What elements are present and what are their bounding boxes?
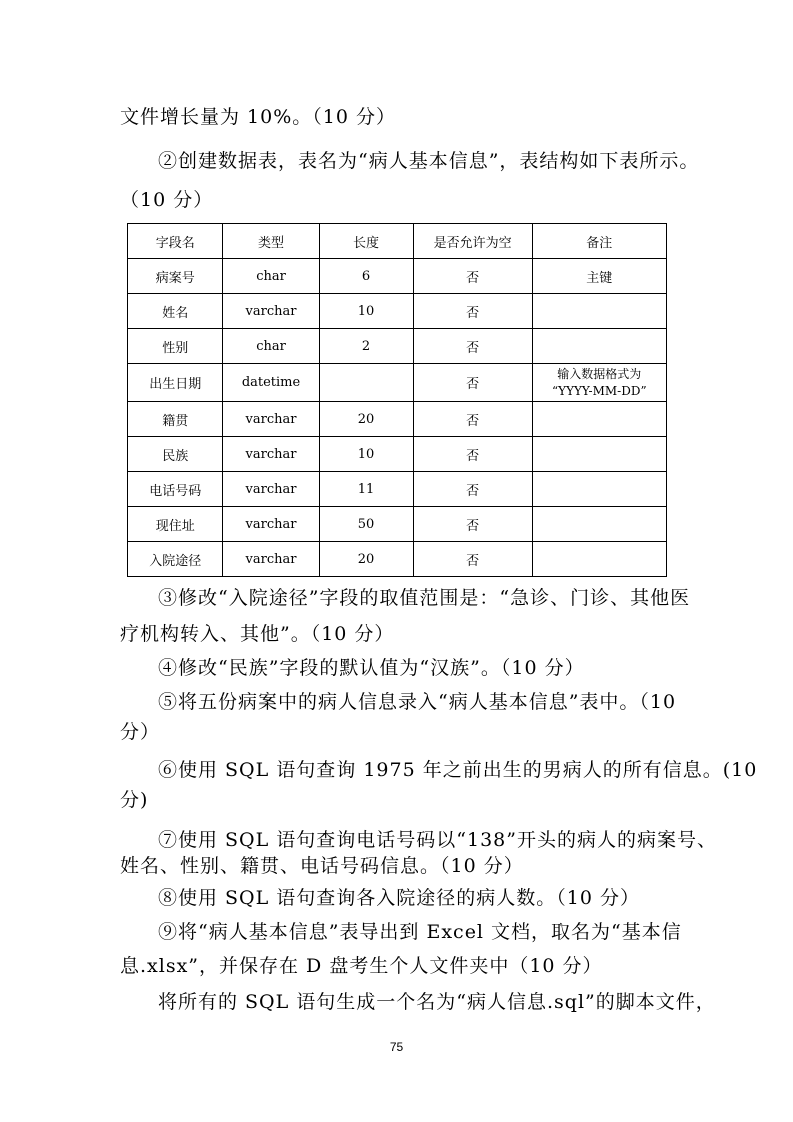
table-cell: 2	[319, 329, 413, 364]
table-cell	[532, 402, 666, 437]
table-cell: varchar	[223, 437, 319, 472]
header-cell: 类型	[223, 224, 319, 259]
table-cell: 否	[413, 507, 532, 542]
table-cell: 电话号码	[128, 472, 223, 507]
table-row	[128, 472, 667, 507]
header-cell: 长度	[319, 224, 413, 259]
table-row	[128, 329, 667, 364]
text-line: 疗机构转入、其他”。（10 分）	[120, 623, 395, 645]
text-line: （10 分）	[120, 189, 214, 211]
table-row	[128, 402, 667, 437]
table-cell	[532, 294, 666, 329]
table-row	[128, 259, 667, 294]
table-cell: char	[223, 329, 319, 364]
text-line: 姓名、性别、籍贯、电话号码信息。（10 分）	[120, 855, 524, 877]
table-cell	[532, 437, 666, 472]
table-cell: 否	[413, 402, 532, 437]
text-line: ⑧使用 SQL 语句查询各入院途径的病人数。（10 分）	[158, 887, 641, 909]
table-cell	[532, 507, 666, 542]
page-number: 75	[389, 1040, 404, 1054]
header-cell: 备注	[532, 224, 666, 259]
table-cell	[532, 472, 666, 507]
table-cell: 10	[319, 294, 413, 329]
text-line: 息.xlsx”，并保存在 D 盘考生个人文件夹中（10 分）	[120, 955, 603, 977]
table-cell: 入院途径	[128, 542, 223, 577]
table-cell: varchar	[223, 542, 319, 577]
table-cell: 20	[319, 542, 413, 577]
text-line: 分）	[120, 721, 161, 743]
text-line: 文件增长量为 10%。（10 分）	[120, 106, 396, 128]
table-row	[128, 507, 667, 542]
table-cell: datetime	[223, 364, 319, 402]
table-cell: 11	[319, 472, 413, 507]
table-cell	[532, 542, 666, 577]
table-cell-note: 输入数据格式为 “YYYY-MM-DD”	[532, 364, 666, 402]
header-cell: 字段名	[128, 224, 223, 259]
table-cell: 主键	[532, 259, 666, 294]
table-cell: 民族	[128, 437, 223, 472]
table-cell: 否	[413, 294, 532, 329]
table-cell: varchar	[223, 294, 319, 329]
table-cell: 否	[413, 437, 532, 472]
table-cell: varchar	[223, 507, 319, 542]
table-cell: 50	[319, 507, 413, 542]
table-cell: 姓名	[128, 294, 223, 329]
header-cell: 是否允许为空	[413, 224, 532, 259]
text-line: ⑨将“病人基本信息”表导出到 Excel 文档，取名为“基本信	[158, 921, 682, 943]
table-row	[128, 364, 667, 402]
table-cell: 性别	[128, 329, 223, 364]
table-cell: 病案号	[128, 259, 223, 294]
text-line: 分)	[120, 789, 149, 811]
text-line: ②创建数据表，表名为“病人基本信息”，表结构如下表所示。	[158, 150, 700, 172]
table-cell: 现住址	[128, 507, 223, 542]
table-cell: 20	[319, 402, 413, 437]
table-cell: 否	[413, 472, 532, 507]
table-cell: 否	[413, 542, 532, 577]
table-header-row	[128, 224, 667, 259]
table-cell: 籍贯	[128, 402, 223, 437]
table-cell: varchar	[223, 402, 319, 437]
table-cell: 否	[413, 364, 532, 402]
text-line: 将所有的 SQL 语句生成一个名为“病人信息.sql”的脚本文件，	[158, 991, 716, 1013]
text-line: ③修改“入院途径”字段的取值范围是：“急诊、门诊、其他医	[158, 587, 691, 609]
table-cell	[319, 364, 413, 402]
table-cell: 否	[413, 329, 532, 364]
table-cell	[532, 329, 666, 364]
table-cell: char	[223, 259, 319, 294]
table-cell: 6	[319, 259, 413, 294]
table-cell: 否	[413, 259, 532, 294]
table-row	[128, 437, 667, 472]
table-cell: 10	[319, 437, 413, 472]
text-line: ⑤将五份病案中的病人信息录入“病人基本信息”表中。（10	[158, 691, 677, 713]
table-row	[128, 294, 667, 329]
table-row	[128, 542, 667, 577]
text-line: ④修改“民族”字段的默认值为“汉族”。（10 分）	[158, 657, 585, 679]
text-line: ⑦使用 SQL 语句查询电话号码以“138”开头的病人的病案号、	[158, 829, 717, 851]
table-cell: 出生日期	[128, 364, 223, 402]
text-line: ⑥使用 SQL 语句查询 1975 年之前出生的男病人的所有信息。(10	[158, 759, 758, 781]
field-structure-table	[127, 223, 667, 577]
table-cell: varchar	[223, 472, 319, 507]
